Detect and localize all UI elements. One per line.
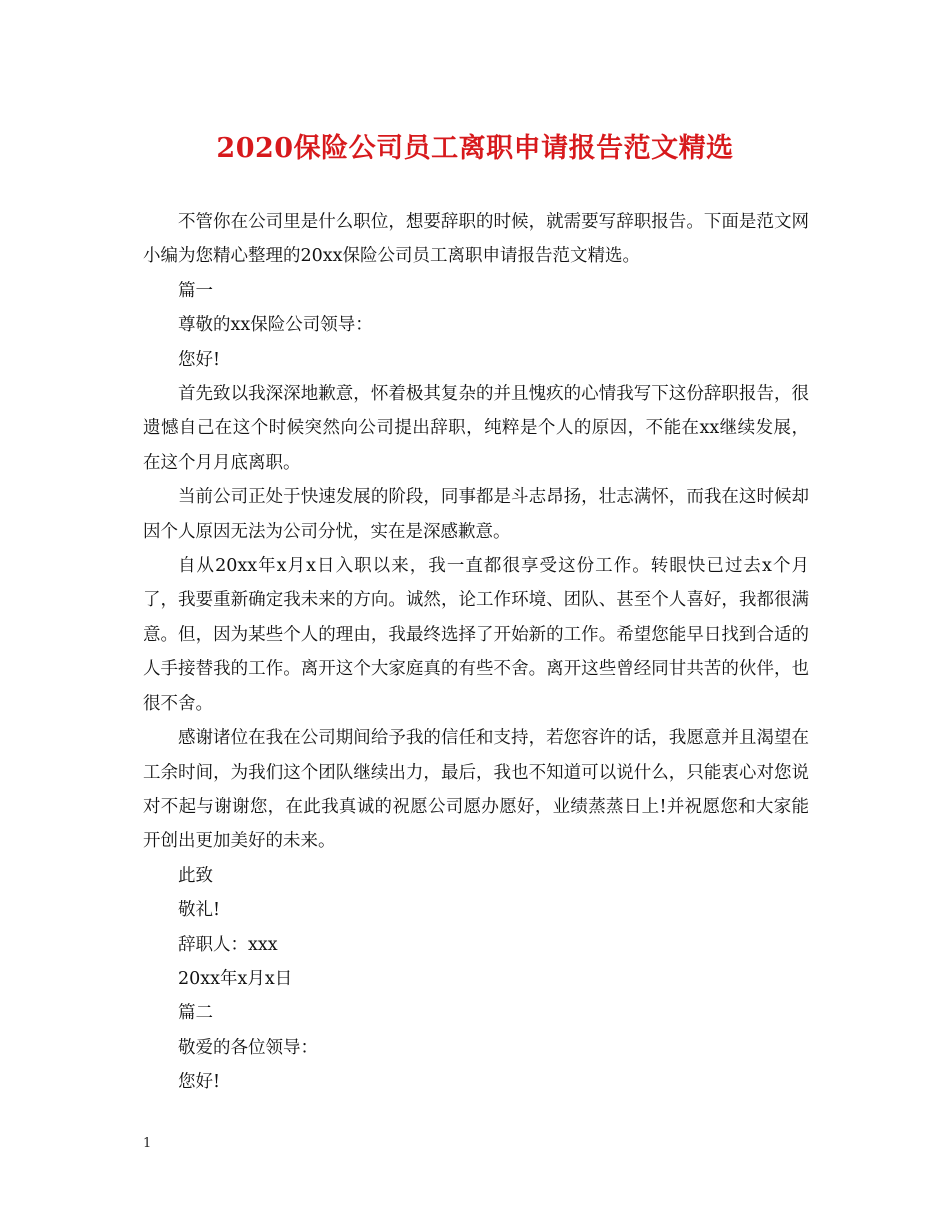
date: 20xx年x月x日 — [178, 968, 293, 989]
document-title: 2020保险公司员工离职申请报告范文精选 — [216, 133, 734, 164]
page-number: 1 — [143, 1136, 152, 1151]
section-heading-1: 篇一 — [178, 280, 213, 301]
greeting-2: 您好! — [178, 1072, 221, 1093]
paragraph-experience: 自从20xx年x月x日入职以来，我一直都很享受这份工作。转眼快已过去x个月了，我要重新确定我未来的方向。诚然，论工作环境、团队、甚至个人喜好，我都很满意。但，因为某些个人的理由，我最终选择了开始新的工作。希望您能早日找到合适的人手接替我的工作。离开这个大家庭真的有些不舍。离开这些曾经同甘共苦的伙伴，也很不舍。 — [143, 556, 809, 714]
paragraph-thanks: 感谢诸位在我在公司期间给予我的信任和支持，若您容许的话，我愿意并且渴望在工余时间，为我们这个团队继续出力，最后，我也不知道可以说什么，只能衷心对您说对不起与谢谢您，在此我真诚的祝愿公司愿办愿好，业绩蒸蒸日上!并祝愿您和大家能开创出更加美好的未来。 — [143, 728, 809, 852]
paragraph-intro: 不管你在公司里是什么职位，想要辞职的时候，就需要写辞职报告。下面是范文网小编为您精心整理的20xx保险公司员工离职申请报告范文精选。 — [143, 212, 809, 267]
closing-1: 此致 — [178, 865, 213, 886]
section-heading-2: 篇二 — [178, 1003, 213, 1024]
document-body — [143, 205, 809, 1100]
greeting: 您好! — [178, 349, 221, 370]
paragraph-company-status: 当前公司正处于快速发展的阶段，同事都是斗志昂扬，壮志满怀，而我在这时候却因个人原因无法为公司分忧，实在是深感歉意。 — [143, 487, 809, 542]
salutation-2: 敬爱的各位领导： — [178, 1037, 318, 1058]
closing-2: 敬礼! — [178, 900, 221, 921]
signature: 辞职人：xxx — [178, 934, 278, 955]
paragraph-apology: 首先致以我深深地歉意，怀着极其复杂的并且愧疚的心情我写下这份辞职报告，很遗憾自己在这个时候突然向公司提出辞职，纯粹是个人的原因，不能在xx继续发展，在这个月月底离职。 — [143, 384, 809, 473]
salutation: 尊敬的xx保险公司领导： — [178, 315, 373, 336]
